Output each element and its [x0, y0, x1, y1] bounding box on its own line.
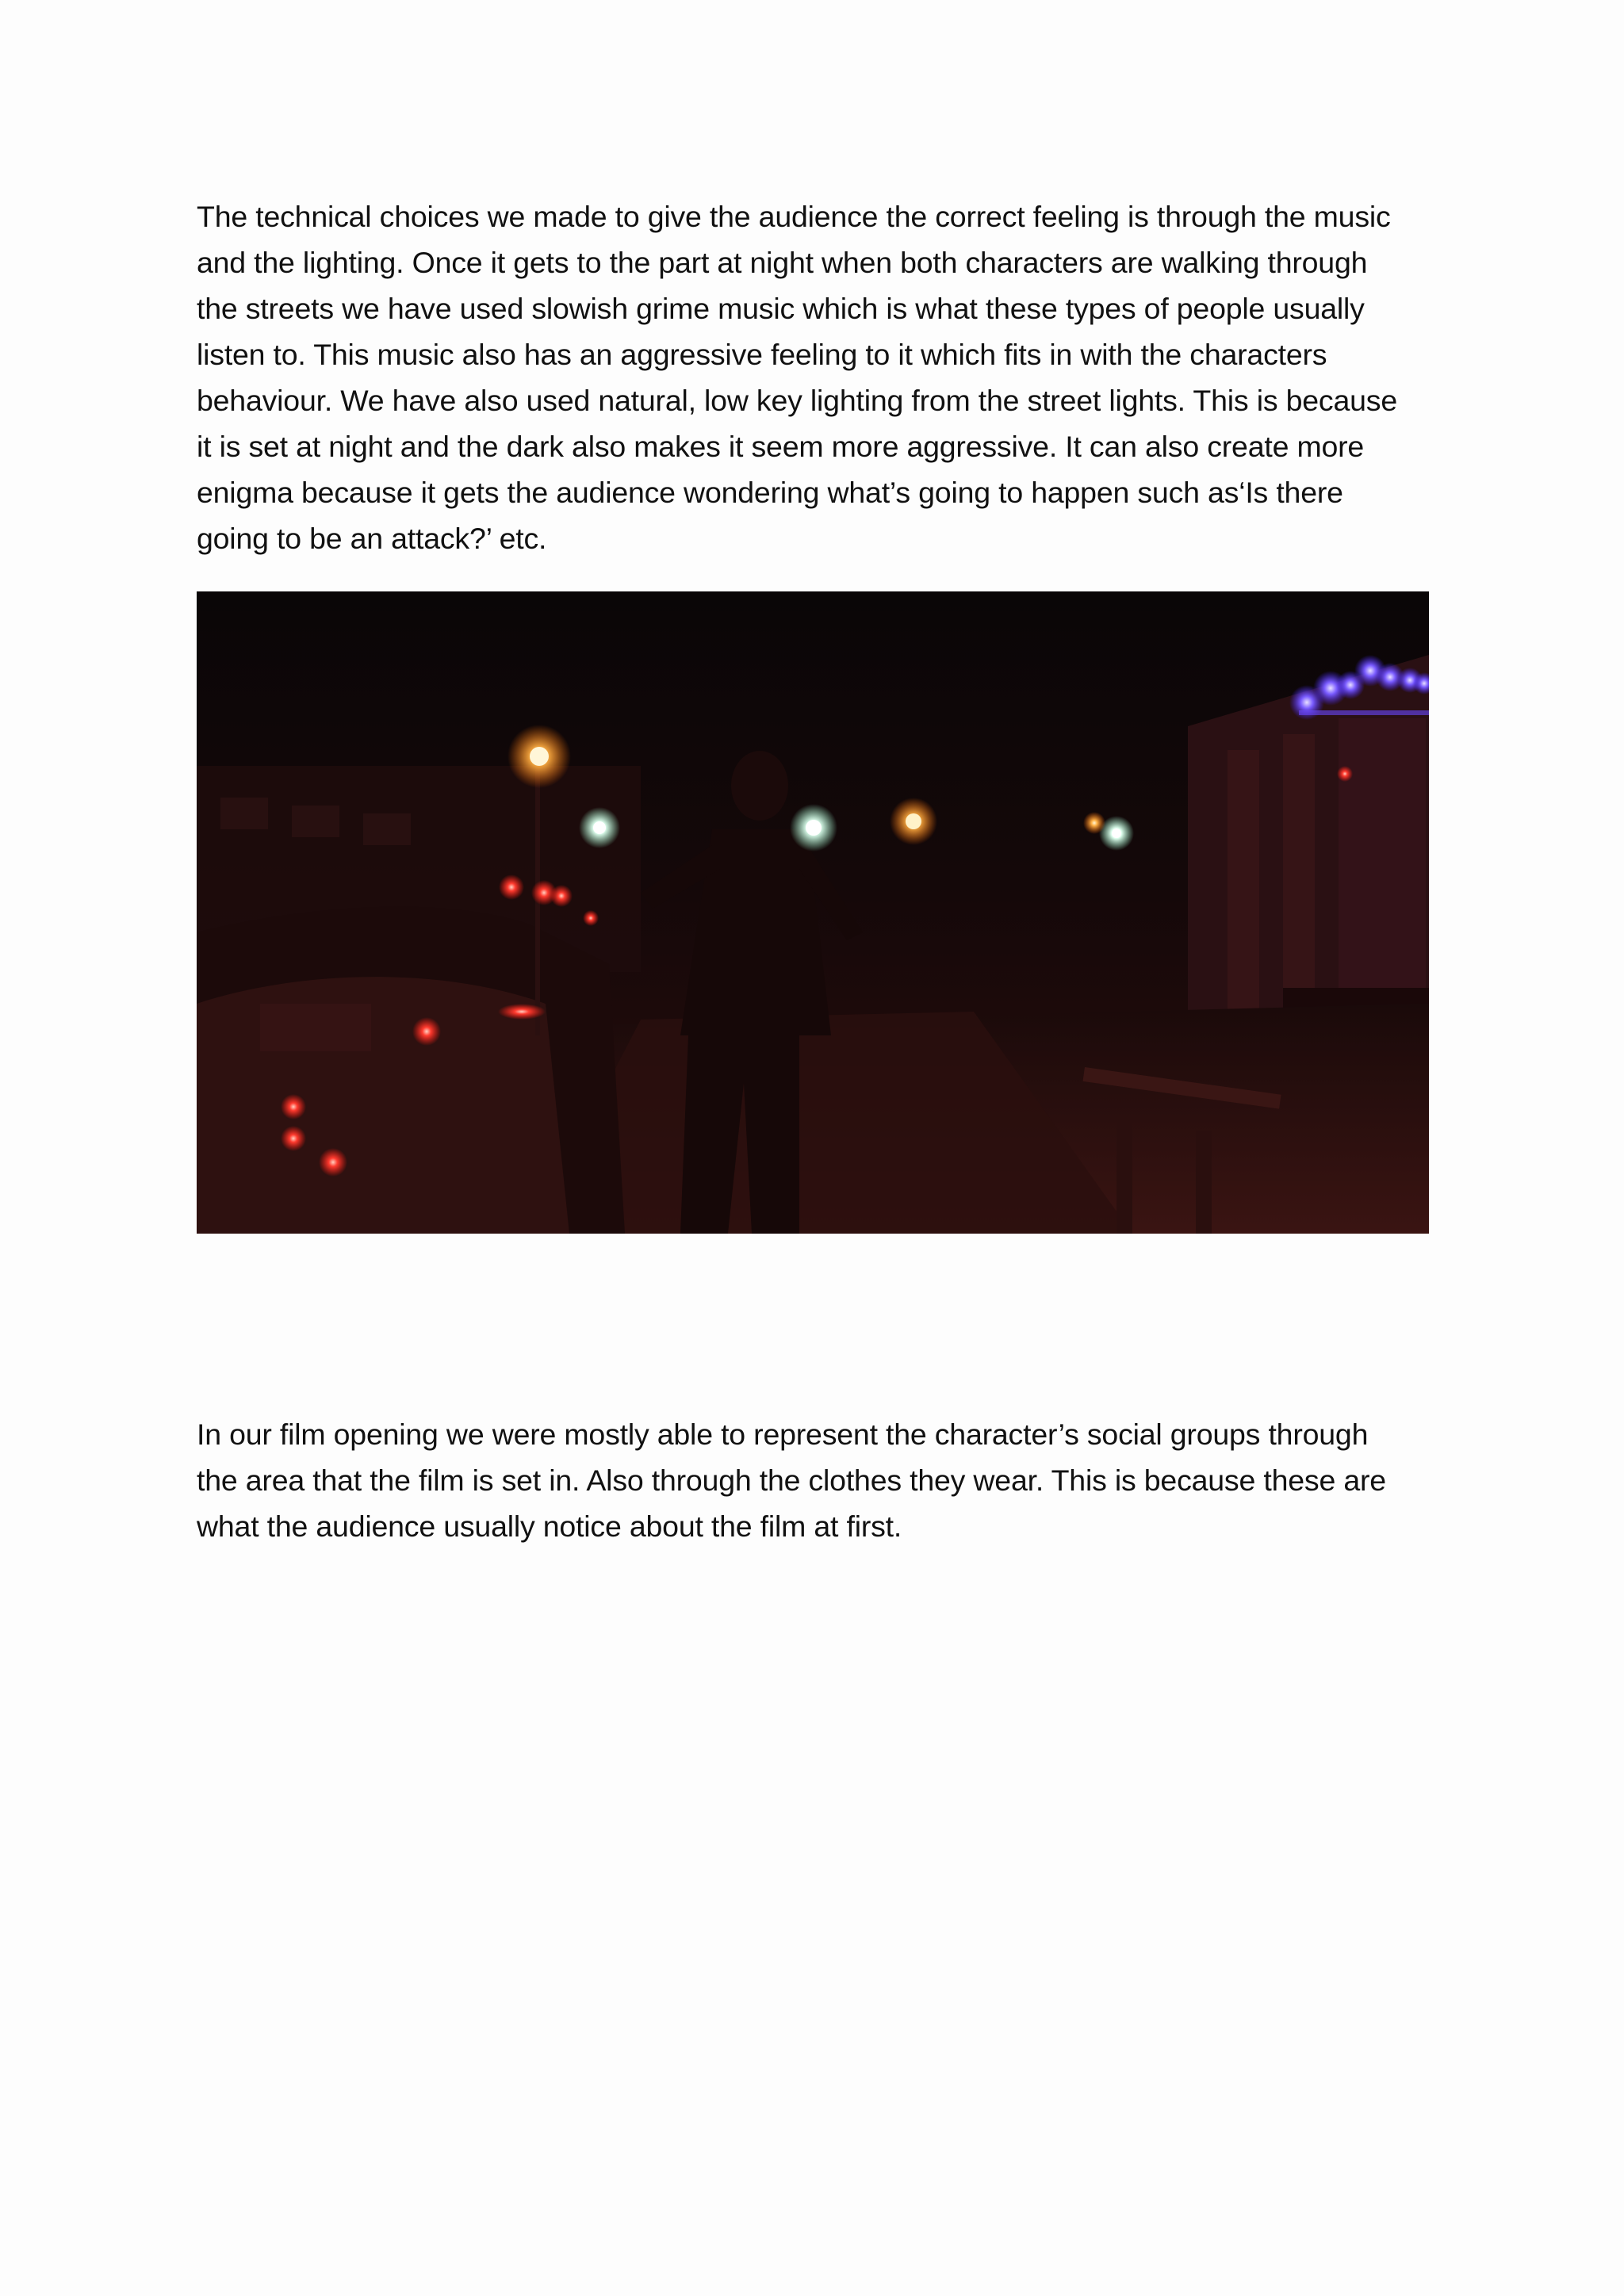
film-still-night-street: [197, 591, 1429, 1234]
night-street-scene: [197, 591, 1429, 1234]
paragraph-social-groups: In our film opening we were mostly able to represent the character’s social groups through the area that the film is set in. Also through the clothes they wear. This is because these are what the audience usually notice about the film at first.: [197, 1418, 1386, 1543]
paragraph-technical-choices: The technical choices we made to give the audience the correct feeling is through the music and the lighting. Once it gets to the part at night when both characters are walking through the streets we have used slowish grime music which is what these types of people usually listen to. This music also has an aggressive feeling to it which fits in with the characters behaviour. We have also used natural, low key lighting from the street lights. This is because it is set at night and the dark also makes it seem more aggressive. It can also create more enigma because it gets the audience wondering what’s going to happen such as‘Is there going to be an attack?’ etc.: [197, 200, 1397, 555]
